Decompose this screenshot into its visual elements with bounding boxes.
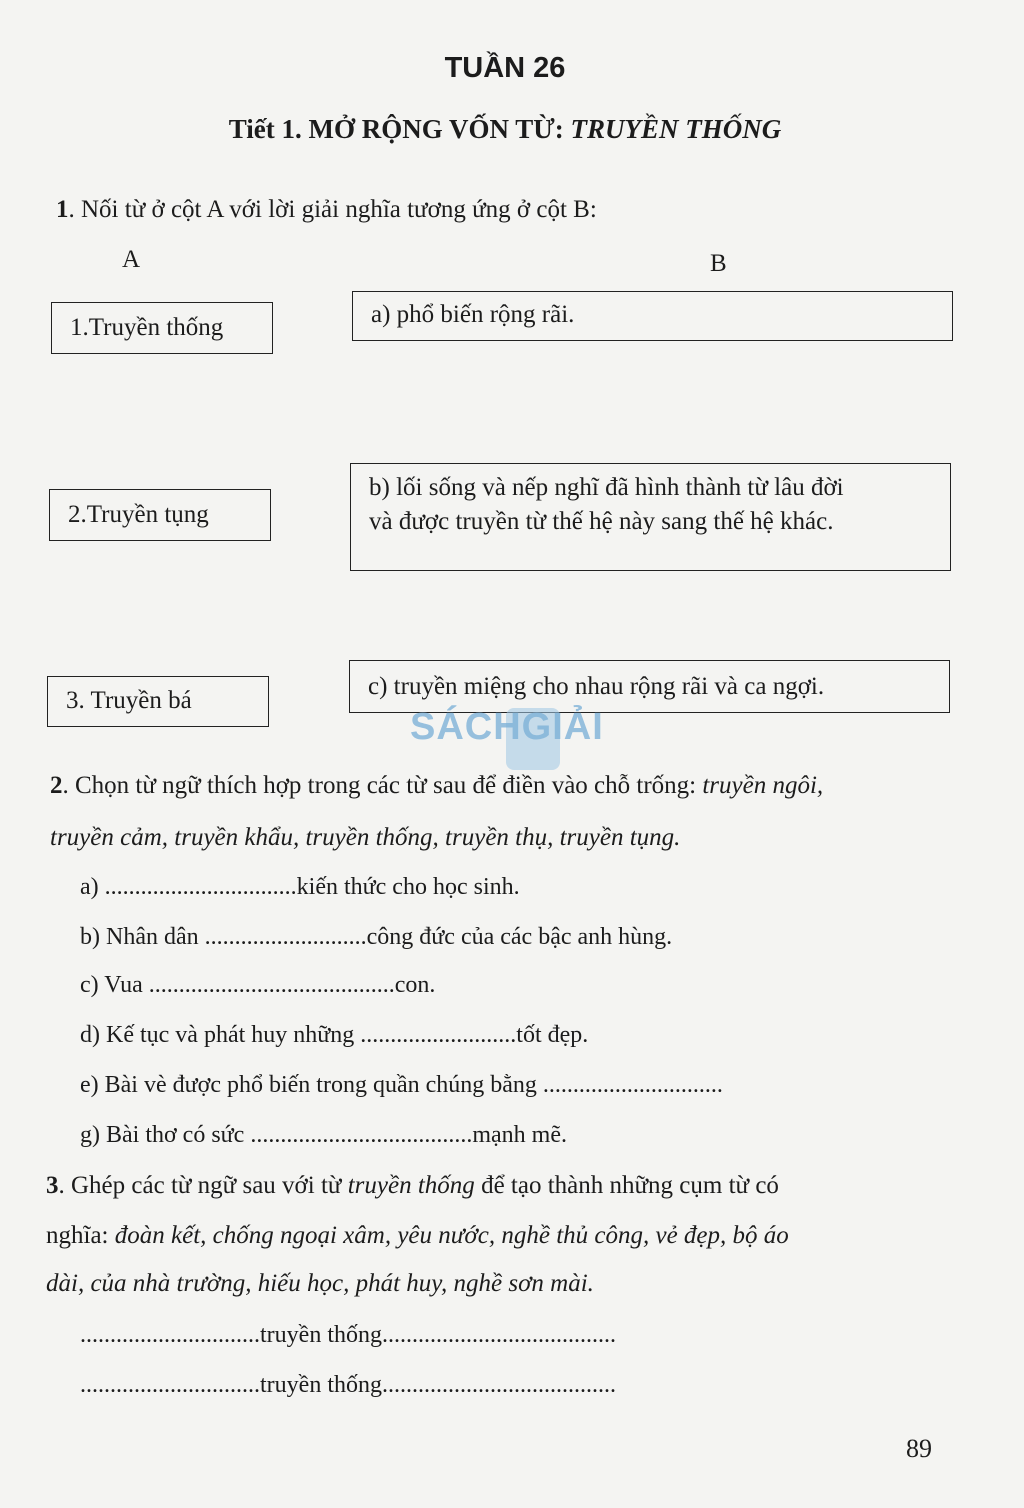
- column-b-label: B: [710, 250, 727, 277]
- column-b-definition-a: a) phổ biến rộng rãi.: [371, 301, 575, 328]
- question-1-prompt: [56, 196, 597, 224]
- question-1-text: . Nối từ ở cột A với lời giải nghĩa tương ứng ở cột B:: [68, 196, 597, 223]
- column-a-box-1[interactable]: [51, 302, 273, 354]
- question-3-fill-line-1[interactable]: ..............................truyền thống.......................................: [80, 1322, 616, 1348]
- column-b-box-b[interactable]: [350, 463, 951, 571]
- question-3-meaning-label: nghĩa:: [46, 1222, 115, 1249]
- week-title: TUẦN 26: [444, 52, 566, 84]
- question-2-item-d[interactable]: d) Kế tục và phát huy những ..........................tốt đẹp.: [80, 1022, 589, 1048]
- question-3-words-line-2: dài, của nhà trường, hiếu học, phát huy, nghề sơn mài.: [46, 1270, 594, 1297]
- column-a-box-2[interactable]: [49, 489, 271, 541]
- watermark-logo: SÁCHGIẢI: [410, 706, 604, 748]
- question-3-fill-line-2[interactable]: ..............................truyền thống.......................................: [80, 1372, 616, 1398]
- question-3-text-post: để tạo thành những cụm từ có: [474, 1172, 779, 1199]
- question-2-words-line-2: truyền cảm, truyền khẩu, truyền thống, truyền thụ, truyền tụng.: [50, 824, 681, 851]
- question-3-words-1: đoàn kết, chống ngoại xâm, yêu nước, nghề thủ công, vẻ đẹp, bộ áo: [114, 1222, 789, 1249]
- question-2-item-c[interactable]: c) Vua .........................................con.: [80, 972, 436, 998]
- lesson-title-topic: TRUYỀN THỐNG: [570, 114, 782, 144]
- lesson-title-prefix: Tiết 1. MỞ RỘNG VỐN TỪ:: [228, 114, 571, 144]
- column-b-definition-b-line-1: b) lối sống và nếp nghĩ đã hình thành từ lâu đời: [369, 474, 844, 501]
- question-3-text-pre: . Ghép các từ ngữ sau với từ: [58, 1172, 348, 1199]
- page-number: 89: [906, 1434, 932, 1463]
- question-2-prompt: [50, 772, 823, 800]
- question-1-number: 1: [56, 196, 69, 223]
- question-2-item-e[interactable]: e) Bài vè được phổ biến trong quần chúng bằng ..............................: [80, 1072, 723, 1098]
- question-3-prompt: [46, 1172, 779, 1200]
- column-b-definition-b-line-2: và được truyền từ thế hệ này sang thế hệ khác.: [369, 508, 834, 535]
- column-b-definition-c: c) truyền miệng cho nhau rộng rãi và ca ngợi.: [368, 673, 825, 700]
- question-3-words-line-1: [46, 1222, 789, 1250]
- column-a-term-3: 3. Truyền bá: [66, 687, 192, 714]
- column-a-label: A: [122, 246, 141, 273]
- question-2-text: . Chọn từ ngữ thích hợp trong các từ sau để điền vào chỗ trống:: [62, 772, 703, 799]
- question-3-key-term: truyền thống: [347, 1172, 475, 1199]
- question-2-number: 2: [50, 772, 63, 799]
- column-a-term-1: 1.Truyền thống: [70, 314, 224, 341]
- question-2-item-g[interactable]: g) Bài thơ có sức .....................................mạnh mẽ.: [80, 1122, 567, 1148]
- question-2-words-line-1: truyền ngôi,: [702, 772, 824, 799]
- question-2-item-a[interactable]: a) ................................kiến thức cho học sinh.: [80, 874, 520, 900]
- question-3-number: 3: [46, 1172, 59, 1199]
- column-b-box-a[interactable]: [352, 291, 953, 341]
- question-2-item-b[interactable]: b) Nhân dân ...........................công đức của các bậc anh hùng.: [80, 924, 673, 950]
- column-a-term-2: 2.Truyền tụng: [68, 501, 209, 528]
- column-a-box-3[interactable]: [47, 676, 269, 727]
- lesson-title: [0, 114, 1010, 145]
